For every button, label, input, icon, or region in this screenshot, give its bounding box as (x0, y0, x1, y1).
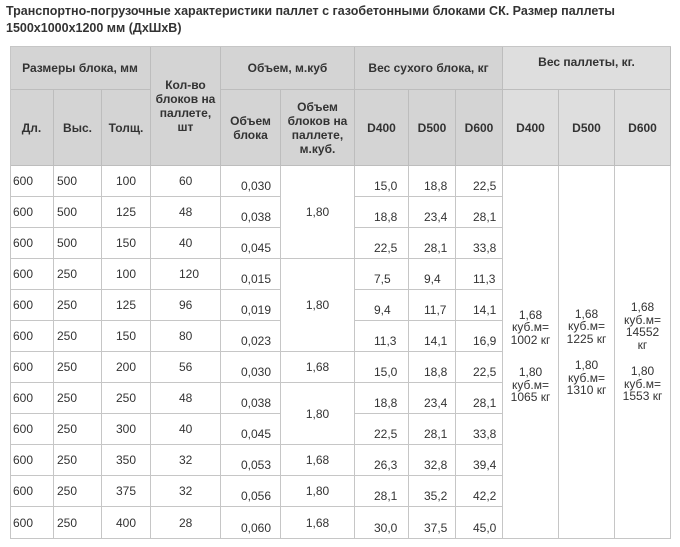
cell-block-volume: 0,053 (221, 445, 281, 476)
cell-dry-d400: 11,3 (355, 321, 409, 352)
cell-length: 600 (10, 476, 54, 507)
cell-height: 250 (54, 414, 102, 445)
cell-block-volume: 0,019 (221, 290, 281, 321)
cell-length: 600 (10, 197, 54, 228)
cell-length: 600 (10, 228, 54, 259)
cell-length: 600 (10, 352, 54, 383)
cell-block-volume: 0,038 (221, 197, 281, 228)
cell-dry-d600: 39,4 (456, 445, 503, 476)
pallet-volume-group-5: 1,68 (281, 445, 355, 476)
cell-length: 600 (10, 414, 54, 445)
header-dry-weight: Вес сухого блока, кг (355, 46, 503, 90)
cell-count: 32 (151, 445, 221, 476)
cell-count: 28 (151, 507, 221, 539)
cell-thickness: 400 (102, 507, 151, 539)
cell-height: 500 (54, 228, 102, 259)
cell-length: 600 (10, 259, 54, 290)
page-title: Транспортно-погрузочные характеристики паллет с газобетонными блоками СК. Размер паллеты 1500х1000х1200 мм (ДхШхВ) (6, 4, 615, 35)
pallet-volume-group-4: 1,80 (281, 383, 355, 445)
cell-block-volume: 0,038 (221, 383, 281, 414)
cell-thickness: 100 (102, 259, 151, 290)
cell-thickness: 150 (102, 228, 151, 259)
pallet-weight-d500-168: 1,68 куб.м= 1225 кг (566, 306, 607, 346)
cell-length: 600 (10, 166, 54, 197)
pallet-weight-d400-168: 1,68 куб.м= 1002 кг (510, 307, 551, 347)
cell-count: 48 (151, 197, 221, 228)
header-dry-d500: D500 (409, 90, 456, 166)
cell-height: 250 (54, 321, 102, 352)
cell-dry-d500: 18,8 (409, 352, 456, 383)
cell-count: 80 (151, 321, 221, 352)
header-pallet-d500: D500 (559, 90, 615, 166)
cell-dry-d400: 15,0 (355, 166, 409, 197)
cell-dry-d600: 22,5 (456, 352, 503, 383)
cell-dry-d600: 45,0 (456, 507, 503, 539)
pallet-table (10, 46, 671, 539)
header-height: Выс. (54, 90, 102, 166)
cell-dry-d600: 22,5 (456, 166, 503, 197)
cell-dry-d500: 23,4 (409, 197, 456, 228)
cell-count: 96 (151, 290, 221, 321)
pallet-volume-group-2: 1,80 (281, 259, 355, 352)
cell-dry-d600: 33,8 (456, 414, 503, 445)
cell-dry-d500: 32,8 (409, 445, 456, 476)
cell-dry-d600: 11,3 (456, 259, 503, 290)
header-block-sizes: Размеры блока, мм (10, 46, 151, 90)
cell-block-volume: 0,015 (221, 259, 281, 290)
cell-thickness: 125 (102, 197, 151, 228)
header-length: Дл. (10, 90, 54, 166)
cell-thickness: 125 (102, 290, 151, 321)
header-pallet-d400: D400 (503, 90, 559, 166)
header-pallet-volume: Объем блоков на паллете, м.куб. (281, 90, 355, 166)
header-pallet-weight: Вес паллеты, кг. (503, 46, 671, 90)
cell-dry-d500: 28,1 (409, 414, 456, 445)
header-block-volume: Объем блока (221, 90, 281, 166)
header-volume: Объем, м.куб (221, 46, 355, 90)
pallet-volume-group-6: 1,80 (281, 476, 355, 507)
cell-thickness: 200 (102, 352, 151, 383)
cell-block-volume: 0,056 (221, 476, 281, 507)
cell-thickness: 100 (102, 166, 151, 197)
cell-dry-d400: 18,8 (355, 383, 409, 414)
cell-count: 120 (151, 259, 221, 290)
pallet-weight-d400 (503, 166, 559, 539)
cell-height: 250 (54, 352, 102, 383)
pallet-volume-group-3: 1,68 (281, 352, 355, 383)
cell-dry-d600: 33,8 (456, 228, 503, 259)
header-count: Кол-во блоков на паллете, шт (151, 46, 221, 166)
cell-height: 500 (54, 197, 102, 228)
cell-dry-d600: 16,9 (456, 321, 503, 352)
pallet-weight-d500 (559, 166, 615, 539)
cell-thickness: 250 (102, 383, 151, 414)
pallet-weight-d600-180: 1,80 куб.м= 1553 кг (622, 364, 663, 404)
cell-dry-d400: 9,4 (355, 290, 409, 321)
cell-length: 600 (10, 445, 54, 476)
cell-block-volume: 0,060 (221, 507, 281, 539)
cell-height: 250 (54, 290, 102, 321)
cell-dry-d400: 15,0 (355, 352, 409, 383)
cell-dry-d600: 28,1 (456, 383, 503, 414)
cell-thickness: 150 (102, 321, 151, 352)
pallet-weight-d600-168: 1,68 куб.м= 14552 кг (624, 300, 661, 352)
cell-block-volume: 0,030 (221, 166, 281, 197)
cell-dry-d500: 14,1 (409, 321, 456, 352)
cell-dry-d600: 42,2 (456, 476, 503, 507)
cell-height: 250 (54, 259, 102, 290)
pallet-weight-d600 (615, 166, 671, 539)
cell-height: 250 (54, 476, 102, 507)
cell-count: 40 (151, 414, 221, 445)
cell-dry-d400: 18,8 (355, 197, 409, 228)
cell-dry-d500: 35,2 (409, 476, 456, 507)
cell-dry-d400: 26,3 (355, 445, 409, 476)
cell-thickness: 300 (102, 414, 151, 445)
cell-height: 250 (54, 383, 102, 414)
pallet-volume-group-1: 1,80 (281, 166, 355, 259)
cell-count: 60 (151, 166, 221, 197)
cell-block-volume: 0,045 (221, 228, 281, 259)
cell-dry-d500: 28,1 (409, 228, 456, 259)
cell-height: 250 (54, 507, 102, 539)
cell-dry-d400: 28,1 (355, 476, 409, 507)
cell-length: 600 (10, 507, 54, 539)
cell-block-volume: 0,045 (221, 414, 281, 445)
header-thickness: Толщ. (102, 90, 151, 166)
cell-height: 500 (54, 166, 102, 197)
cell-thickness: 375 (102, 476, 151, 507)
cell-dry-d400: 7,5 (355, 259, 409, 290)
cell-thickness: 350 (102, 445, 151, 476)
cell-count: 48 (151, 383, 221, 414)
pallet-weight-d400-180: 1,80 куб.м= 1065 кг (510, 365, 551, 404)
cell-length: 600 (10, 383, 54, 414)
cell-block-volume: 0,023 (221, 321, 281, 352)
cell-length: 600 (10, 321, 54, 352)
cell-dry-d400: 30,0 (355, 507, 409, 539)
header-pallet-d600: D600 (615, 90, 671, 166)
cell-count: 40 (151, 228, 221, 259)
cell-dry-d400: 22,5 (355, 414, 409, 445)
header-dry-d600: D600 (456, 90, 503, 166)
header-dry-d400: D400 (355, 90, 409, 166)
cell-dry-d500: 37,5 (409, 507, 456, 539)
cell-dry-d600: 28,1 (456, 197, 503, 228)
cell-count: 32 (151, 476, 221, 507)
pallet-volume-group-7: 1,68 (281, 507, 355, 539)
cell-count: 56 (151, 352, 221, 383)
cell-dry-d400: 22,5 (355, 228, 409, 259)
cell-block-volume: 0,030 (221, 352, 281, 383)
pallet-weight-d500-180: 1,80 куб.м= 1310 кг (566, 358, 607, 397)
cell-height: 250 (54, 445, 102, 476)
cell-dry-d600: 14,1 (456, 290, 503, 321)
cell-dry-d500: 11,7 (409, 290, 456, 321)
cell-length: 600 (10, 290, 54, 321)
cell-dry-d500: 9,4 (409, 259, 456, 290)
cell-dry-d500: 18,8 (409, 166, 456, 197)
cell-dry-d500: 23,4 (409, 383, 456, 414)
